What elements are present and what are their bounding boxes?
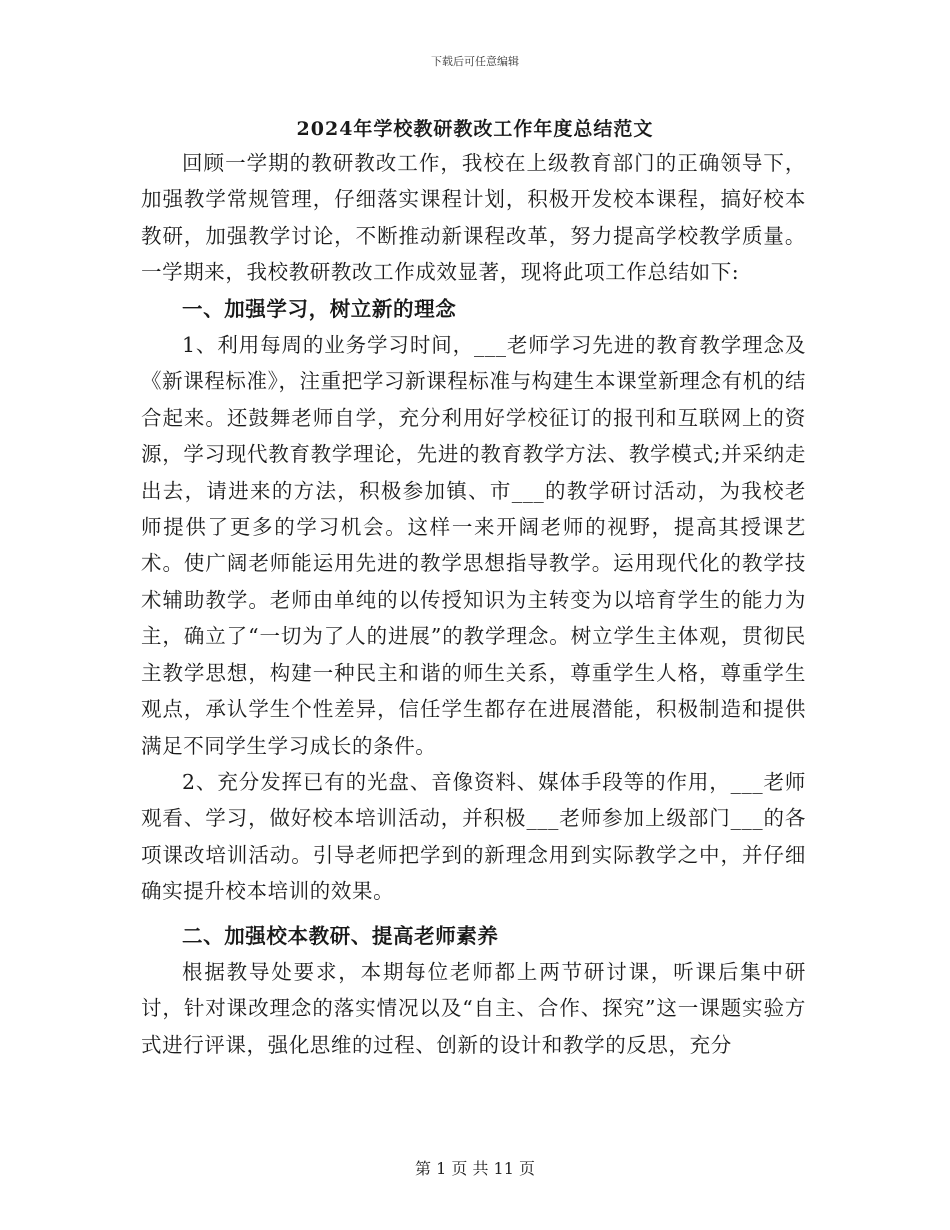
section-1-paragraph-1: 1、利用每周的业务学习时间，___老师学习先进的教育教学理念及《新课程标准》，注重把学习新课程标准与构建生本课堂新理念有机的结合起来。还鼓舞老师自学，充分利用好学校征订的报刊和互联网上的资源，学习现代教育教学理论，先进的教育教学方法、教学模式;并采纳走出去，请进来的方法，积极参加镇、市___的教学研讨活动，为我校老师提供了更多的学习机会。这样一来开阔老师的视野，提高其授课艺术。使广阔老师能运用先进的教学思想指导教学。运用现代化的教学技术辅助教学。老师由单纯的以传授知识为主转变为以培育学生的能力为主，确立了“一切为了人的进展”的教学理念。树立学生主体观，贯彻民主教学思想，构建一种民主和谐的师生关系，尊重学生人格，尊重学生观点，承认学生个性差异，信任学生都存在进展潜能，积极制造和提供满足不同学生学习成长的条件。	[141, 333, 806, 758]
page-header-note: 下载后可任意编辑	[431, 55, 519, 68]
section-2-paragraph-1: 根据教导处要求，本期每位老师都上两节研讨课，听课后集中研讨，针对课改理念的落实情况以及“自主、合作、探究”这一课题实验方式进行评课，强化思维的过程、创新的设计和教学的反思，充分	[141, 959, 806, 1057]
section-1-heading: 一、加强学习，树立新的理念	[182, 296, 457, 321]
section-1-paragraph-2: 2、充分发挥已有的光盘、音像资料、媒体手段等的作用，___老师观看、学习，做好校本培训活动，并积极___老师参加上级部门___的各项课改培训活动。引导老师把学到的新理念用到实际教学之中，并仔细确实提升校本培训的效果。	[141, 769, 806, 904]
page-number: 第 1 页 共 11 页	[415, 1159, 535, 1178]
intro-paragraph: 回顾一学期的教研教改工作，我校在上级教育部门的正确领导下，加强教学常规管理，仔细落实课程计划，积极开发校本课程，搞好校本教研，加强教学讨论，不断推动新课程改革，努力提高学校教学质量。一学期来，我校教研教改工作成效显著，现将此项工作总结如下:	[141, 151, 806, 285]
document-body	[141, 145, 806, 1063]
document-title: 2024年学校教研教改工作年度总结范文	[296, 118, 654, 140]
section-2-heading: 二、加强校本教研、提高老师素养	[182, 923, 499, 948]
